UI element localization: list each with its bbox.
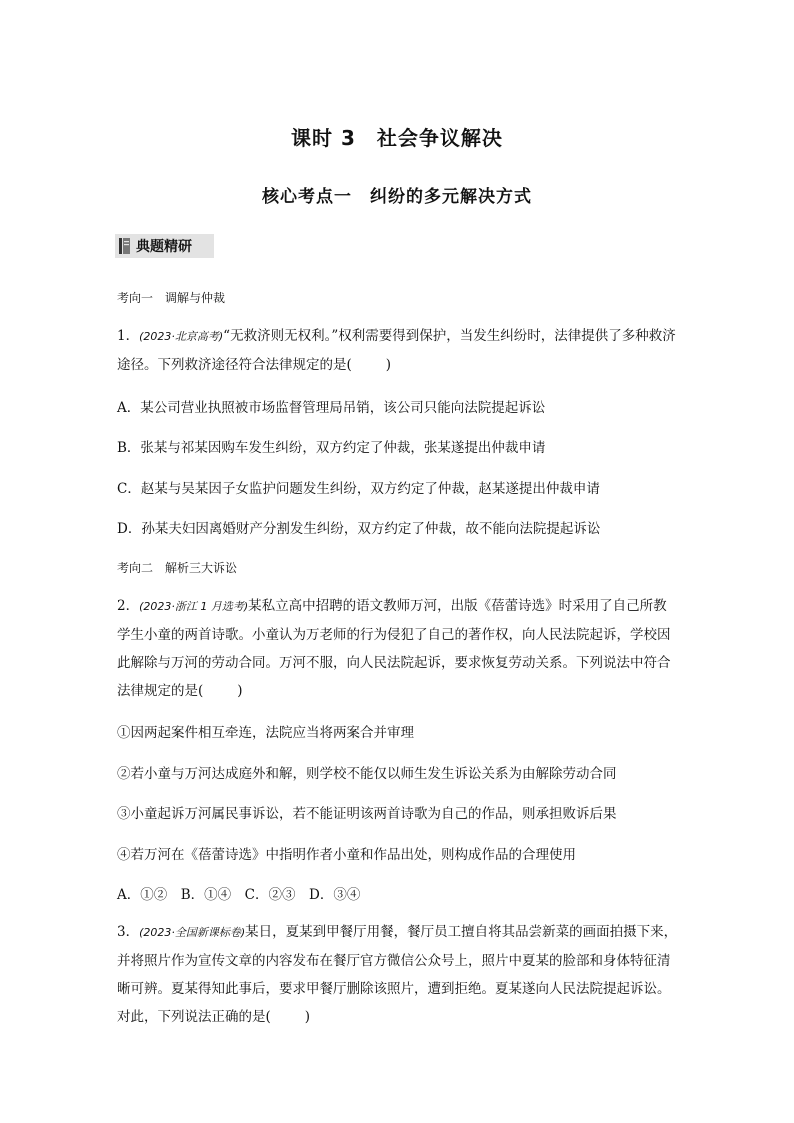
direction-heading-1: 考向一 调解与仲裁 bbox=[117, 291, 226, 305]
question-number: 2． bbox=[117, 598, 140, 614]
question-number: 1． bbox=[117, 328, 140, 344]
question-source: (2023·北京高考) bbox=[139, 330, 224, 343]
question-stem: “无救济则无权利。”权利需要得到保护，当发生纠纷时，法律提供了多种救济途径。下列救济途径符合法律规定的是( bbox=[117, 328, 676, 373]
book-icon bbox=[119, 238, 130, 254]
question-paren-close: ) bbox=[237, 683, 243, 699]
question-paren-close: ) bbox=[304, 1009, 311, 1025]
q1-option-b: B．张某与祁某因购车发生纠纷，双方约定了仲裁，张某遂提出仲裁申请 bbox=[117, 440, 546, 456]
section-tag-label: 典题精研 bbox=[136, 239, 192, 255]
page-title: 课时 3 社会争议解决 bbox=[291, 126, 503, 150]
q2-statement-4: ④若万河在《蓓蕾诗选》中指明作者小童和作品出处，则构成作品的合理使用 bbox=[117, 847, 576, 863]
question-source: (2023·全国新课标卷) bbox=[139, 926, 246, 939]
question-1 bbox=[117, 322, 679, 379]
section-heading: 核心考点一 纠纷的多元解决方式 bbox=[262, 187, 532, 207]
q1-option-a: A．某公司营业执照被市场监督管理局吊销，该公司只能向法院提起诉讼 bbox=[117, 400, 546, 416]
q1-option-d: D．孙某夫妇因离婚财产分割发生纠纷，双方约定了仲裁，故不能向法院提起诉讼 bbox=[117, 521, 601, 537]
q2-statement-3: ③小童起诉万河属民事诉讼，若不能证明该两首诗歌为自己的作品，则承担败诉后果 bbox=[117, 806, 617, 822]
question-number: 3． bbox=[117, 924, 140, 940]
question-stem: 某私立高中招聘的语文教师万河，出版《蓓蕾诗选》时采用了自己所教学生小童的两首诗歌。小童认为万老师的行为侵犯了自己的著作权，向人民法院起诉，学校因此解除与万河的劳动合同。万河不服，向人民法院起诉，要求恢复劳动关系。下列说法中符合法律规定的是( bbox=[117, 598, 671, 699]
question-stem: 某日，夏某到甲餐厅用餐，餐厅员工擅自将其品尝新菜的画面拍摄下来，并将照片作为宣传文章的内容发布在餐厅官方微信公众号上，照片中夏某的脸部和身体特征清晰可辨。夏某得知此事后，要求甲餐厅删除该照片，遭到拒绝。夏某遂向人民法院提起诉讼。对此，下列说法正确的是( bbox=[117, 924, 678, 1025]
question-3 bbox=[117, 918, 679, 1031]
q2-choices: A．①② B．①④ C．②③ D．③④ bbox=[117, 887, 361, 903]
direction-heading-2: 考向二 解析三大诉讼 bbox=[117, 561, 238, 575]
question-2 bbox=[117, 592, 679, 705]
question-paren-close: ) bbox=[385, 357, 392, 373]
q2-statement-2: ②若小童与万河达成庭外和解，则学校不能仅以师生发生诉讼关系为由解除劳动合同 bbox=[117, 766, 617, 782]
section-tag bbox=[115, 234, 214, 258]
question-source: (2023·浙江 1 月选考) bbox=[139, 600, 249, 613]
q1-option-c: C．赵某与吴某因子女监护问题发生纠纷，双方约定了仲裁，赵某遂提出仲裁申请 bbox=[117, 481, 600, 497]
q2-statement-1: ①因两起案件相互牵连，法院应当将两案合并审理 bbox=[117, 725, 414, 741]
